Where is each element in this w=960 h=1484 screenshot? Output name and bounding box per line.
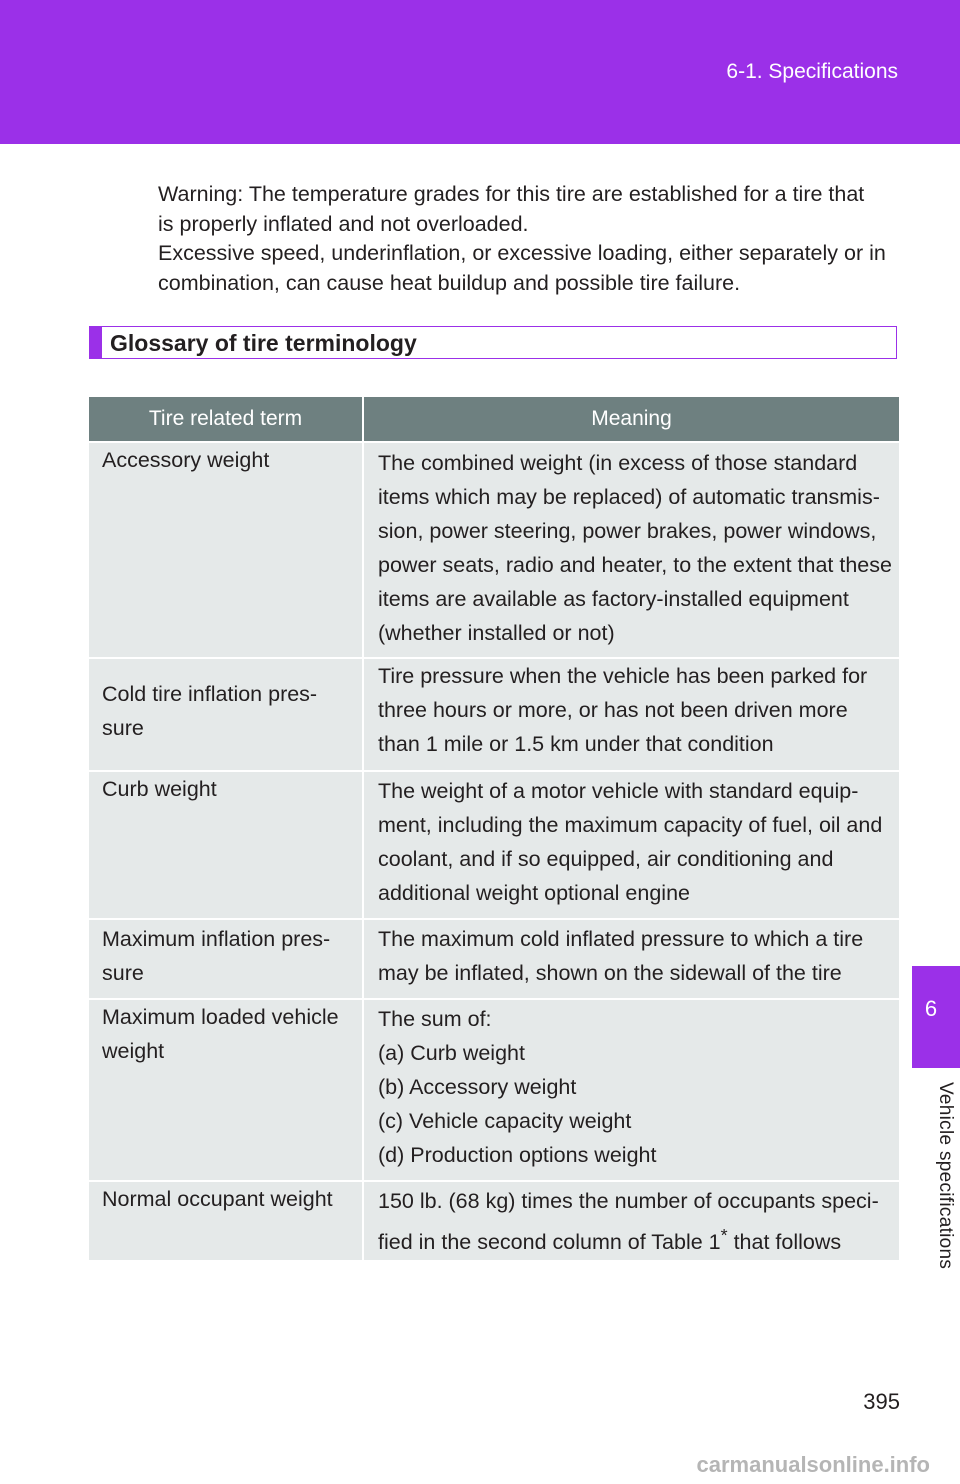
- term-text: Cold tire inflation pres-: [102, 682, 318, 706]
- page-number: 395: [863, 1389, 900, 1414]
- header-band: [0, 0, 960, 144]
- heading-accent-bar: [90, 327, 102, 358]
- table-row: [89, 919, 899, 999]
- meaning-line: The weight of a motor vehicle with standard equip-: [378, 779, 859, 803]
- term-text: weight: [102, 1039, 165, 1063]
- meaning-line: coolant, and if so equipped, air conditioning and: [378, 847, 834, 871]
- warning-line: is properly inflated and not overloaded.: [158, 211, 529, 236]
- meaning-line: The sum of:: [378, 1007, 492, 1031]
- meaning-cell: [363, 1181, 899, 1260]
- meaning-line: (c) Vehicle capacity weight: [378, 1109, 632, 1133]
- warning-line: Excessive speed, underinflation, or excessive loading, either separately or in: [158, 241, 886, 265]
- meaning-line: items which may be replaced) of automatic transmis-: [378, 485, 880, 509]
- warning-text: [158, 180, 903, 298]
- chapter-number: 6: [924, 996, 938, 1021]
- term-text: Normal occupant weight: [102, 1187, 333, 1211]
- term-cell: [89, 1181, 363, 1260]
- chapter-tab: [912, 966, 960, 1068]
- term-cell: [89, 919, 363, 999]
- meaning-line: power seats, radio and heater, to the extent that these: [378, 553, 892, 577]
- column-header-term: Tire related term: [89, 397, 363, 442]
- meaning-cell: [363, 999, 899, 1181]
- table-row: [89, 442, 899, 658]
- term-text: Maximum loaded vehicle: [102, 1005, 339, 1029]
- meaning-line: (b) Accessory weight: [378, 1075, 577, 1099]
- warning-line: Warning: The temperature grades for this tire are established for a tire that: [158, 182, 865, 206]
- chapter-label: Vehicle specifications: [935, 1082, 956, 1270]
- term-cell: [89, 658, 363, 771]
- meaning-text: fied in the second column of Table 1: [378, 1230, 721, 1255]
- term-cell: [89, 771, 363, 919]
- meaning-cell: [363, 771, 899, 919]
- column-header-meaning: Meaning: [363, 397, 899, 442]
- meaning-cell: [363, 919, 899, 999]
- glossary-table: [89, 397, 899, 1260]
- meaning-line: additional weight optional engine: [378, 881, 690, 905]
- meaning-text: that follows: [727, 1230, 842, 1255]
- warning-line: combination, can cause heat buildup and possible tire failure.: [158, 270, 741, 295]
- meaning-line: Tire pressure when the vehicle has been parked for: [378, 664, 868, 688]
- meaning-line: than 1 mile or 1.5 km under that condition: [378, 732, 774, 756]
- term-cell: [89, 999, 363, 1181]
- meaning-line: The combined weight (in excess of those standard: [378, 451, 858, 475]
- meaning-cell: [363, 658, 899, 771]
- glossary-heading: [89, 326, 897, 359]
- glossary-title: Glossary of tire terminology: [110, 330, 417, 356]
- table-row: [89, 658, 899, 771]
- meaning-line: items are available as factory-installed equipment: [378, 587, 849, 611]
- term-cell: [89, 442, 363, 658]
- meaning-line: (a) Curb weight: [378, 1041, 525, 1065]
- meaning-line: 150 lb. (68 kg) times the number of occupants speci-: [378, 1189, 879, 1213]
- term-text: Maximum inflation pres-: [102, 927, 331, 951]
- term-text: sure: [102, 716, 144, 740]
- meaning-line: ment, including the maximum capacity of fuel, oil and: [378, 813, 883, 837]
- meaning-line: sion, power steering, power brakes, power windows,: [378, 519, 877, 543]
- meaning-line: three hours or more, or has not been driven more: [378, 698, 848, 722]
- table-row: [89, 771, 899, 919]
- table-row: [89, 999, 899, 1181]
- term-text: Curb weight: [102, 777, 217, 801]
- watermark: carmanualsonline.info: [696, 1452, 930, 1477]
- meaning-cell: [363, 442, 899, 658]
- meaning-line: (d) Production options weight: [378, 1143, 657, 1167]
- meaning-line: may be inflated, shown on the sidewall of the tire: [378, 961, 842, 985]
- meaning-line: (whether installed or not): [378, 621, 615, 645]
- meaning-line: The maximum cold inflated pressure to which a tire: [378, 927, 864, 951]
- meaning-line-with-footnote: [378, 1218, 895, 1259]
- table-header-row: [89, 397, 899, 442]
- footnote-mark: *: [720, 1225, 728, 1245]
- section-title: 6-1. Specifications: [726, 60, 898, 83]
- table-row: [89, 1181, 899, 1260]
- term-text: sure: [102, 961, 144, 985]
- term-text: Accessory weight: [102, 448, 270, 472]
